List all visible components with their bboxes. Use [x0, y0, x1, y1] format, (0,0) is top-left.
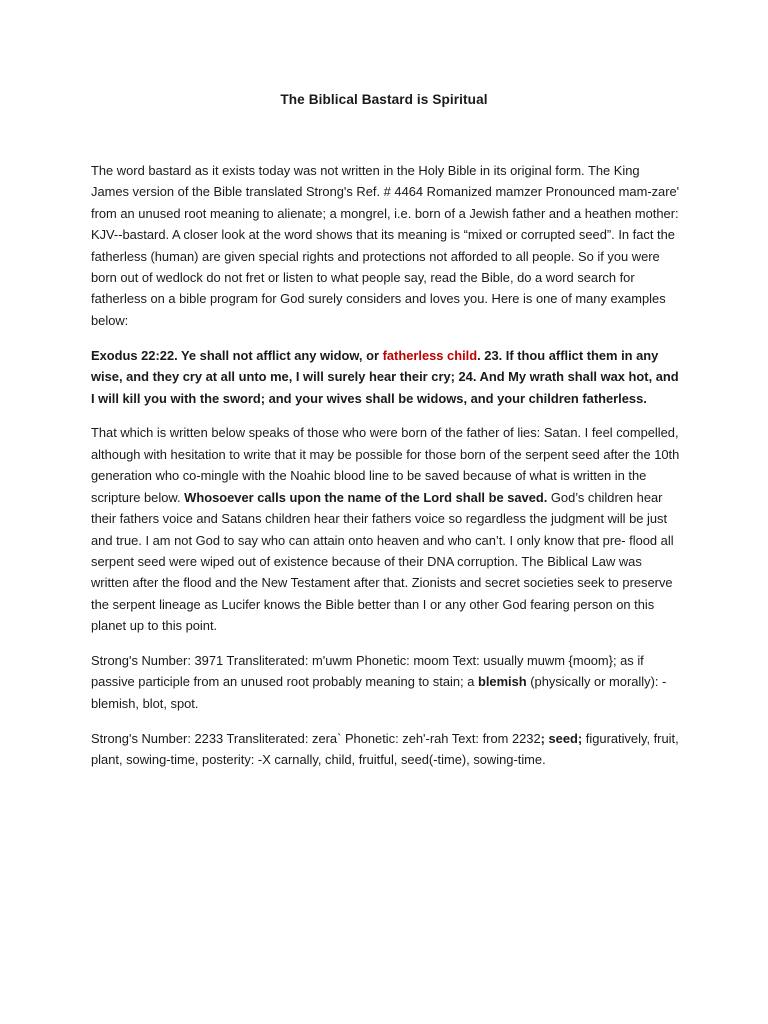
strongs1-text-start: Strong's Number: 3971 Transliterated: m'uwm Phonetic: moom Text: usually muwm {moom}; as if passive participle from an unused root probably meaning to stain; a — [91, 653, 644, 690]
verse-highlight-fatherless-child: fatherless child — [382, 347, 478, 363]
serpent-seed-paragraph — [91, 422, 681, 636]
verse-text-start: Exodus 22:22. Ye shall not afflict any widow, or — [91, 347, 383, 363]
verse-text-end: . 23. If thou afflict them in any wise, and they cry at all unto me, I will surely hear their cry; 24. And My wrath shall wax hot, and I will kill you with the sword; and your wives shall be widows, and your children fatherless. — [91, 347, 679, 406]
strongs2-text-end: figuratively, fruit, plant, sowing-time, posterity: -X carnally, child, fruitful, seed(-time), sowing-time. — [91, 730, 679, 768]
strongs2-bold-seed: ; seed; — [540, 730, 583, 746]
para3-bold-quote: Whosoever calls upon the name of the Lord shall be saved. — [184, 489, 548, 505]
para3-text-start: That which is written below speaks of those who were born of the father of lies: Satan. I feel compelled, although with hesitation to write that it may be possible for those born of the serpent seed after the 10th generation who co-mingle with the Noahic blood line to be saved because of what is written in the scripture below. — [91, 425, 680, 505]
intro-paragraph: The word bastard as it exists today was not written in the Holy Bible in its original form. The King James version of the Bible translated Strong's Ref. # 4464 Romanized mamzer Pronounced mam-zare' from an unused root meaning to alienate; a mongrel, i.e. born of a Jewish father and a heathen mother: KJV--bastard. A closer look at the word shows that its meaning is “mixed or corrupted seed”. In fact the fatherless (human) are given special rights and protections not afforded to all people. So if you were born out of wedlock do not fret or listen to what people say, read the Bible, do a word search for fatherless on a bible program for God surely considers and loves you. Here is one of many examples below: — [91, 163, 680, 328]
document-body — [91, 160, 681, 784]
strongs-2233-paragraph — [91, 728, 681, 771]
strongs-3971-paragraph — [91, 650, 681, 714]
exodus-verse-paragraph — [91, 345, 681, 409]
strongs2-text-start: Strong's Number: 2233 Transliterated: zera` Phonetic: zeh'-rah Text: from 2232 — [91, 730, 541, 746]
strongs1-bold-blemish: blemish — [477, 674, 527, 690]
document-title: The Biblical Bastard is Spiritual — [280, 92, 488, 107]
strongs1-text-end: (physically or morally): -blemish, blot, spot. — [91, 674, 667, 711]
para3-text-end: God’s children hear their fathers voice and Satans children hear their fathers voice so regardless the judgment will be just and true. I am not God to say who can attain onto heaven and who can’t. I only know that pre- flood all serpent seed were wiped out of existence because of their DNA corruption. The Biblical Law was written after the flood and the New Testament after that. Zionists and secret societies seek to preserve the serpent lineage as Lucifer knows the Bible better than I or any other God fearing person on this planet up to this point. — [91, 489, 674, 634]
